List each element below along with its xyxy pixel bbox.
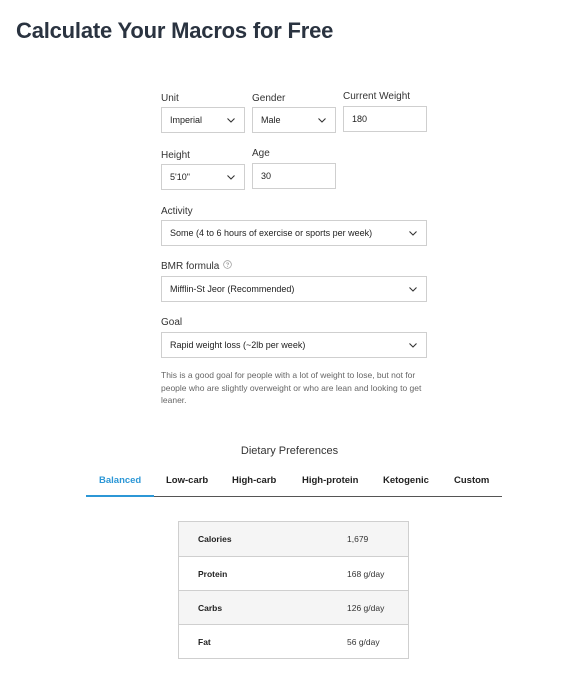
tab-custom[interactable]: Custom: [454, 475, 490, 486]
bmr-formula-label: [161, 261, 232, 272]
macro-name: Calories: [198, 534, 232, 544]
active-tab-indicator: [86, 495, 154, 497]
macro-name: Protein: [198, 569, 228, 579]
current-weight-value: 180: [352, 114, 368, 124]
height-value: 5'10": [170, 172, 190, 182]
macro-results-table: [178, 521, 409, 659]
tab-ketogenic[interactable]: Ketogenic: [383, 475, 429, 486]
goal-description: This is a good goal for people with a lot of weight to lose, but not for people who are slightly overweight or who are lean and looking to get leaner.: [161, 370, 422, 405]
table-row: [179, 556, 408, 590]
macro-value: 56 g/day: [347, 637, 380, 647]
tab-low-carb[interactable]: Low-carb: [166, 475, 209, 486]
bmr-formula-label-text: BMR formula: [161, 261, 220, 272]
table-row: [179, 522, 408, 556]
dietary-preferences-heading: Dietary Preferences: [240, 445, 339, 457]
chevron-down-icon: [218, 108, 244, 132]
help-circle-icon[interactable]: [223, 260, 232, 272]
height-select[interactable]: [161, 164, 245, 190]
age-value: 30: [261, 171, 272, 181]
activity-value: Some (4 to 6 hours of exercise or sports per week): [170, 228, 373, 238]
gender-select[interactable]: [252, 107, 336, 133]
macro-name: Fat: [198, 637, 211, 647]
activity-select[interactable]: [161, 220, 427, 246]
diet-tabs: [86, 470, 502, 497]
chevron-down-icon: [400, 333, 426, 357]
tab-balanced[interactable]: Balanced: [99, 475, 142, 486]
activity-label: Activity: [161, 206, 193, 217]
table-row: [179, 624, 408, 658]
unit-select[interactable]: [161, 107, 245, 133]
table-row: [179, 590, 408, 624]
unit-label: Unit: [161, 93, 179, 104]
tab-high-protein[interactable]: High-protein: [302, 475, 359, 486]
goal-value: Rapid weight loss (~2lb per week): [170, 340, 306, 350]
gender-label: Gender: [252, 93, 286, 104]
bmr-formula-select[interactable]: [161, 276, 427, 302]
gender-value: Male: [261, 115, 281, 125]
height-label: Height: [161, 150, 190, 161]
chevron-down-icon: [400, 277, 426, 301]
unit-value: Imperial: [170, 115, 203, 125]
current-weight-input[interactable]: [343, 106, 427, 132]
chevron-down-icon: [309, 108, 335, 132]
page-title: Calculate Your Macros for Free: [16, 18, 334, 43]
tab-high-carb[interactable]: High-carb: [232, 475, 277, 486]
bmr-formula-value: Mifflin-St Jeor (Recommended): [170, 284, 295, 294]
current-weight-label: Current Weight: [343, 91, 411, 102]
macro-value: 126 g/day: [347, 603, 385, 613]
age-label: Age: [252, 148, 270, 159]
macro-name: Carbs: [198, 603, 223, 613]
age-input[interactable]: [252, 163, 336, 189]
goal-select[interactable]: [161, 332, 427, 358]
goal-label: Goal: [161, 317, 183, 328]
chevron-down-icon: [218, 165, 244, 189]
macro-value: 168 g/day: [347, 569, 385, 579]
chevron-down-icon: [400, 221, 426, 245]
macro-value: 1,679: [347, 534, 369, 544]
